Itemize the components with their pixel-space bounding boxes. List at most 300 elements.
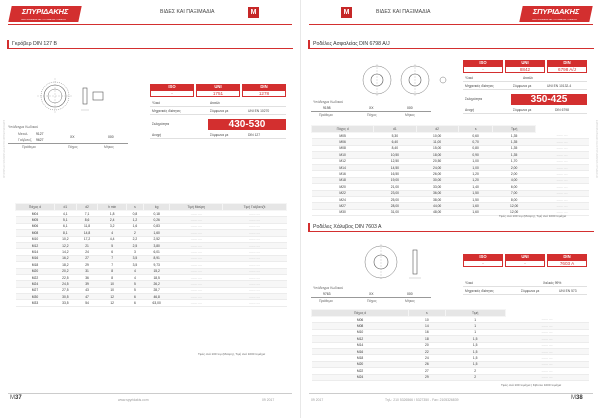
price-cell: ------- ---- [505, 355, 589, 361]
side-text: ΕΜΠΟΡΙΑ ΒΙΔΩΝ ΚΑΙ ΣΥΣΤΗΜΑΤΩΝ ΣΥΝΔΕΣΗΣ [2, 120, 5, 179]
table-cell: 43 [76, 287, 98, 293]
order-code-prefix-galv: 9627 [36, 138, 44, 142]
table-cell: 26 [409, 361, 445, 367]
table-header-row [312, 126, 590, 133]
table-cell: 46,8 [143, 294, 169, 300]
section-title: Ροδέλες Χάλυβος DIN 7603 A [313, 224, 382, 230]
table-cell: 20,50 [416, 158, 458, 164]
table-cell: 24,5 [54, 281, 76, 287]
table-cell: 10,2 [54, 236, 76, 242]
table-cell: 27 [409, 368, 445, 374]
info-row: Υλικό Ατσάλι [463, 75, 587, 82]
table-cell: M24 [16, 281, 55, 287]
table-cell: 0,83 [143, 223, 169, 229]
table-cell: 1,35 [493, 139, 535, 145]
table-cell: 9,73 [143, 262, 169, 268]
price-cell: ------- ---- [505, 342, 589, 348]
flat-washer-drawing [359, 242, 439, 284]
table-cell: 3,5 [126, 255, 143, 261]
price-cell: ------- ---- [170, 223, 223, 229]
table-cell: 25,00 [374, 196, 416, 202]
table-cell: 12,50 [374, 158, 416, 164]
price-cell: ------- ---- [170, 287, 223, 293]
table-header-cell: d2 [76, 204, 98, 211]
price-cell: ------- ---- [170, 255, 223, 261]
spec-value-din: 6798 A/J [547, 66, 587, 73]
table-cell: 4,4 [98, 236, 127, 242]
price-cell: ------- ---- [535, 209, 589, 215]
table-cell: 48,00 [416, 209, 458, 215]
table-cell: M22 [312, 368, 409, 374]
table-cell: M08 [312, 145, 374, 151]
table-header-cell: h min [98, 204, 127, 211]
table-cell: 14 [409, 323, 445, 329]
table-cell: 11,00 [416, 139, 458, 145]
table-cell: 8,1 [54, 230, 76, 236]
spec-value-iso: - [463, 66, 503, 73]
table-cell: 1,5 [445, 348, 505, 354]
price-cell: ------- ---- [535, 145, 589, 151]
price-cell: ------- ---- [170, 211, 223, 217]
table-cell: M12 [312, 158, 374, 164]
table-cell: 1,20 [458, 177, 493, 183]
order-code-length: 000 [407, 292, 413, 296]
table-cell: 1,5 [445, 336, 505, 342]
table-cell: 18,00 [416, 152, 458, 158]
table-row [312, 374, 590, 380]
table-cell: 2,52 [143, 236, 169, 242]
table-cell: 63,00 [143, 300, 169, 306]
spec-header-din: DIN [547, 254, 587, 260]
order-code-length: 000 [108, 135, 114, 139]
table-cell: 1 [445, 329, 505, 335]
spec-value-din: 7603 A [547, 260, 587, 267]
table-cell: M04 [16, 211, 55, 217]
table-cell: M18 [16, 262, 55, 268]
m-badge: M [341, 7, 352, 18]
table-cell: 27,5 [54, 287, 76, 293]
table-cell: 0,60 [458, 133, 493, 139]
price-cell: ------- ---- [170, 262, 223, 268]
spec-header-din: DIN [547, 60, 587, 66]
section-title: Ροδέλες Ασφαλείας DIN 6798 A/J [313, 41, 390, 47]
table-header-cell: Πάχος d [16, 204, 55, 211]
table-cell: 23,00 [374, 190, 416, 196]
table-cell: 1,50 [458, 196, 493, 202]
table-cell: 1,00 [458, 164, 493, 170]
info-row: Υλικό Χαλκός 99% [463, 280, 587, 287]
spec-header-iso: ISO [463, 254, 503, 260]
table-cell: 36 [76, 274, 98, 280]
table-cell: 6 [98, 249, 127, 255]
page-number: M38 [571, 395, 583, 401]
price-cell: ------- ---- [170, 249, 223, 255]
spec-header-din: DIN [242, 84, 286, 90]
table-cell: M16 [312, 171, 374, 177]
left-page: ΣΠΥΡΙΔΑΚΗΣ ΕΜΠΟΡΙΑ ΒΙΔΩΝ ΚΑΙ ΣΥΣΤΗΜΑΤΩΝ ΣΥΝΔΕΣΗΣ ΒΙΔΕΣ ΚΑΙ ΠΑΞΙΜΑΔΙΑ M Γκρόβερ DIN 127 B ISO UNI DIN - 1751 1278 Υλικό Ατσάλι Μηχανικές ιδιότητες Σύμφωνα με UNI EN 10270 Σκληρότητα 430-530 Ανοχή Σύμφωνα με DIN 127 Υπόδειγμα Κωδικού Μεταλ. 9127 Γαλβανιζ. 9627 XX 000 Πρόθεμα Πάχος Μήκος Πάχος d d1 d2 h min s kg Τιμή Μαύρη Τιμή Γαλβανιζέ M04 4,1 7,1 1,8 0,8 0,18 ------- ---- ------- ---- M05 5,1 8,6 2,4 1,2 0,26 ------- ---- ------- ---- M06 6,1 11,8 3,2 1,6 0,83 ------- ---- ------- ---- M08 8,1 14,8 4 2 1,60 ------- ---- ------- ---- M10 10,2 17,2 4,4 2,2 2,52 ------- ---- ------- ---- M12 12,2 21 5 2,5 3,80 ------- ---- ------- ---- M14 14,2 24 6 3 6,01 ------- ---- ------- ---- M16 16,2 27 7 3,5 8,91 ------- ---- ------- ---- M18 18,2 29 7 3,5 9,73 ------- ---- ------- ---- M20 20,2 31 8 4 15,2 ------- ---- ------- ---- M22 22,5 36 8 4 18,5 ------- ---- ------- ---- M24 24,5 39 10 5 26,2 ------- ---- ------- ---- M27 27,5 43 10 5 28,7 ------- ---- ------- ---- M30 30,5 47 12 6 46,8 ------- ---- ------- ---- M33 33,5 54 12 6 63,00 ------- ---- ------- ---- Τιμές ανά 100 τεμ (Μαύρη), Τιμή ανά 1000 τεμάχια M37 www.spyridakis.com 09 2017 ΕΜΠΟΡΙΑ ΒΙΔΩΝ ΚΑΙ ΣΥΣΤΗΜΑΤΩΝ ΣΥΝΔΕΣΗΣ [0, 0, 300, 418]
table-cell: 18,5 [143, 274, 169, 280]
table-cell: M20 [312, 361, 409, 367]
table-cell: 21,00 [374, 184, 416, 190]
table-cell: 6 [126, 300, 143, 306]
table-cell: M20 [16, 268, 55, 274]
table-cell: 28,7 [143, 287, 169, 293]
table-cell: 14,2 [54, 249, 76, 255]
order-code-thickness: XX [369, 106, 374, 110]
table-cell: 6,40 [374, 139, 416, 145]
table-header-cell: Τιμή [493, 126, 535, 133]
table-cell: 24 [76, 249, 98, 255]
table-cell: 12,00 [493, 209, 535, 215]
footer-contact: Τηλ.: 210 5326566 / 5327350 - Fax: 2105326839 [385, 398, 459, 402]
price-cell: ------- ---- [223, 300, 287, 306]
table-cell: 1,60 [458, 203, 493, 209]
table-cell: 2,00 [493, 171, 535, 177]
table-cell: 0,80 [458, 145, 493, 151]
price-cell: ------- ---- [223, 236, 287, 242]
table-cell: 8,6 [76, 217, 98, 223]
table-cell: 1 [445, 323, 505, 329]
spring-washer-drawing [35, 70, 110, 125]
hardness-row: Σκληρότητα [152, 122, 170, 126]
price-cell: ------- ---- [223, 255, 287, 261]
table-cell: M08 [312, 323, 409, 329]
table-cell: 10,50 [374, 152, 416, 158]
order-code-prefix: 9127 [36, 132, 44, 136]
table-cell: M10 [312, 152, 374, 158]
table-cell: 1,5 [445, 361, 505, 367]
lock-washer-drawing [361, 62, 451, 98]
table-cell: 1,35 [493, 133, 535, 139]
order-code-label: Υπόδειγμα Κωδικού [313, 100, 344, 104]
info-row: Μηχανικές ιδιότητες Σύμφωνα με UNI EN 10132-4 [463, 83, 587, 90]
price-cell: ------- ---- [535, 152, 589, 158]
table-note: Τιμές ανά 100 τεμ (Μαύρη), Τιμή ανά 1000 τεμάχια [198, 352, 266, 356]
table-header-cell: Τιμή Γαλβανιζέ [223, 204, 287, 211]
section-header [308, 40, 594, 49]
table-cell: 1,5 [445, 342, 505, 348]
table-cell: 14,8 [76, 230, 98, 236]
spec-header-iso: ISO [463, 60, 503, 66]
price-cell: ------- ---- [223, 268, 287, 274]
table-cell: 29 [76, 262, 98, 268]
price-cell: ------- ---- [505, 368, 589, 374]
table-cell: 10 [98, 287, 127, 293]
price-cell: ------- ---- [170, 242, 223, 248]
table-cell: 27 [76, 255, 98, 261]
price-cell: ------- ---- [223, 294, 287, 300]
table-cell: 7,1 [76, 211, 98, 217]
table-cell: M30 [312, 209, 374, 215]
table-cell: M05 [312, 133, 374, 139]
header-divider [8, 24, 292, 25]
header-title: ΒΙΔΕΣ ΚΑΙ ΠΑΞΙΜΑΔΙΑ [160, 9, 215, 15]
brand-logo: ΣΠΥΡΙΔΑΚΗΣ ΕΜΠΟΡΙΑ ΒΙΔΩΝ ΚΑΙ ΣΥΣΤΗΜΑΤΩΝ ΣΥΝΔΕΣΗΣ [8, 6, 81, 22]
table-cell: 1,50 [458, 190, 493, 196]
order-code-prefix: 9198 [323, 106, 331, 110]
price-cell: ------- ---- [505, 336, 589, 342]
table-cell: 1,40 [458, 184, 493, 190]
table-cell: 38,00 [416, 196, 458, 202]
table-cell: 29 [409, 374, 445, 380]
table-cell: M22 [16, 274, 55, 280]
table-cell: 19,00 [374, 177, 416, 183]
table-cell: 15,2 [143, 268, 169, 274]
spec-value-iso: - [463, 260, 503, 267]
table-cell: M16 [16, 255, 55, 261]
table-cell: 4 [98, 230, 127, 236]
table-cell: 0,18 [143, 211, 169, 217]
table-cell: 16,50 [374, 171, 416, 177]
table-cell: 33,5 [54, 300, 76, 306]
table-cell: 8,40 [374, 145, 416, 151]
spec-header-uni: UNI [505, 254, 545, 260]
table-cell: 7,00 [493, 190, 535, 196]
table-cell: 30,5 [54, 294, 76, 300]
table-cell: 3,80 [143, 242, 169, 248]
table-cell: 17,2 [76, 236, 98, 242]
table-header-cell: s [126, 204, 143, 211]
table-cell: 8,00 [493, 196, 535, 202]
table-cell: 26,2 [143, 281, 169, 287]
spec-value-iso: - [150, 90, 194, 97]
table-cell: 1,2 [126, 217, 143, 223]
price-cell: ------- ---- [170, 217, 223, 223]
info-row: Μηχανικές ιδιότητες Σύμφωνα με UNI EN 573 [463, 288, 587, 295]
table-cell: M22 [312, 190, 374, 196]
price-cell: ------- ---- [535, 190, 589, 196]
order-code-label: Υπόδειγμα Κωδικού [8, 125, 39, 129]
table-cell: 0,70 [458, 139, 493, 145]
table-cell: 16 [409, 329, 445, 335]
spec-header-uni: UNI [505, 60, 545, 66]
table-cell: M27 [16, 287, 55, 293]
table-cell: 5 [126, 287, 143, 293]
spec-value-uni: 8842 [505, 66, 545, 73]
price-cell: ------- ---- [223, 249, 287, 255]
table-cell: 54 [76, 300, 98, 306]
price-cell: ------- ---- [535, 164, 589, 170]
table-cell: 12 [98, 300, 127, 306]
price-cell: ------- ---- [505, 317, 589, 323]
table-note: Τιμές ανά 100 τεμ (Μαύρη), Τιμή ανά 1000 τεμάχια [499, 214, 567, 218]
section-header [7, 40, 293, 49]
hardness-value: 350-425 [511, 94, 587, 105]
order-code-length: 000 [407, 106, 413, 110]
table-cell: M06 [312, 317, 409, 323]
table-cell: 33,00 [416, 184, 458, 190]
table-cell: M30 [16, 294, 55, 300]
order-code-label: Υπόδειγμα Κωδικού [313, 286, 344, 290]
info-row: Υλικό Ατσάλι [150, 100, 286, 107]
side-text: ΕΜΠΟΡΙΑ ΒΙΔΩΝ ΚΑΙ ΣΥΣΤΗΜΑΤΩΝ ΣΥΝΔΕΣΗΣ [595, 120, 598, 179]
table-cell: M10 [312, 329, 409, 335]
table-cell: 44,00 [416, 203, 458, 209]
spec-header-uni: UNI [196, 84, 240, 90]
info-row: Ανοχή Σύμφωνα με DIN 6798 [463, 107, 587, 114]
hardness-value: 430-530 [208, 119, 286, 130]
m-badge: M [248, 7, 259, 18]
table-cell: 0,26 [143, 217, 169, 223]
table-cell: 1,00 [458, 158, 493, 164]
table-header-cell: Τιμή Μαύρη [170, 204, 223, 211]
price-cell: ------- ---- [170, 268, 223, 274]
table-cell: 6,00 [493, 184, 535, 190]
table-cell: 11,8 [76, 223, 98, 229]
info-row: Μηχανικές ιδιότητες Σύμφωνα με UNI EN 10270 [150, 108, 286, 115]
table-cell: 0,90 [458, 152, 493, 158]
order-code-thickness: XX [369, 292, 374, 296]
page-number: M37 [10, 395, 22, 401]
table-cell: 2,4 [98, 217, 127, 223]
table-cell: 8,91 [143, 255, 169, 261]
edition: 09 2017 [262, 398, 275, 402]
price-cell: ------- ---- [535, 203, 589, 209]
lock-washer-table [311, 125, 589, 216]
table-header-cell: Πάχος d [312, 126, 374, 133]
table-cell: 24,00 [416, 164, 458, 170]
table-cell: 2 [445, 368, 505, 374]
table-cell: 18,2 [54, 262, 76, 268]
table-cell: M12 [16, 242, 55, 248]
table-cell: 47 [76, 294, 98, 300]
website: www.spyridakis.com [118, 398, 149, 402]
table-cell: 28,00 [374, 203, 416, 209]
table-cell: 31,00 [374, 209, 416, 215]
table-cell: 8 [98, 274, 127, 280]
price-cell: ------- ---- [535, 177, 589, 183]
table-header-cell: s [409, 310, 445, 317]
table-header-cell: s [458, 126, 493, 133]
table-cell: 18 [409, 336, 445, 342]
table-cell: 10 [98, 281, 127, 287]
price-cell: ------- ---- [223, 287, 287, 293]
price-cell: ------- ---- [223, 223, 287, 229]
price-cell: ------- ---- [535, 139, 589, 145]
price-cell: ------- ---- [223, 242, 287, 248]
table-cell: 14,50 [374, 164, 416, 170]
price-cell: ------- ---- [170, 274, 223, 280]
table-cell: 22,5 [54, 274, 76, 280]
order-code-thickness: XX [70, 135, 75, 139]
table-cell: 7 [98, 262, 127, 268]
price-cell: ------- ---- [170, 294, 223, 300]
table-header-cell: kg [143, 204, 169, 211]
table-cell: 3 [126, 249, 143, 255]
table-cell: M27 [312, 203, 374, 209]
table-cell: 8 [98, 268, 127, 274]
header-title: ΒΙΔΕΣ ΚΑΙ ΠΑΞΙΜΑΔΙΑ [376, 9, 431, 15]
price-cell: ------- ---- [535, 158, 589, 164]
price-cell: ------- ---- [505, 361, 589, 367]
table-cell: 4 [126, 268, 143, 274]
edition: 09 2017 [311, 398, 324, 402]
table-cell: 20 [409, 342, 445, 348]
table-cell: M14 [312, 342, 409, 348]
table-cell: 15,00 [416, 145, 458, 151]
table-cell: 22 [409, 348, 445, 354]
table-cell: 20,2 [54, 268, 76, 274]
table-cell: 2,00 [493, 164, 535, 170]
table-cell: 12,00 [493, 203, 535, 209]
table-cell: 5 [126, 281, 143, 287]
table-cell: M24 [312, 374, 409, 380]
table-cell: 7 [98, 255, 127, 261]
price-cell: ------- ---- [223, 230, 287, 236]
table-header-cell: d2 [416, 126, 458, 133]
price-cell: ------- ---- [505, 329, 589, 335]
table-cell: M24 [312, 196, 374, 202]
table-cell: M16 [312, 348, 409, 354]
price-cell: ------- ---- [223, 211, 287, 217]
table-cell: M06 [312, 139, 374, 145]
table-row [16, 300, 287, 306]
table-note: Τιμές ανά 100 τεμάχια | Κιβώτιο 1000 τεμάχια [501, 383, 562, 387]
spec-value-uni: 1751 [196, 90, 240, 97]
table-cell: M33 [16, 300, 55, 306]
table-header-cell: Τιμή [445, 310, 505, 317]
table-cell: M10 [16, 236, 55, 242]
flat-washer-table [311, 309, 589, 381]
table-cell: 1 [445, 317, 505, 323]
table-cell: 5,1 [54, 217, 76, 223]
table-cell: M08 [16, 230, 55, 236]
table-cell: M14 [312, 164, 374, 170]
price-cell: ------- ---- [170, 281, 223, 287]
table-cell: 5,30 [374, 133, 416, 139]
spec-header-iso: ISO [150, 84, 194, 90]
price-cell: ------- ---- [170, 300, 223, 306]
table-cell: 10 [409, 317, 445, 323]
table-cell: 1,35 [493, 152, 535, 158]
table-cell: 1,60 [458, 209, 493, 215]
table-cell: 1,60 [143, 230, 169, 236]
table-cell: M20 [312, 184, 374, 190]
price-cell: ------- ---- [170, 230, 223, 236]
table-cell: 0,8 [126, 211, 143, 217]
hardness-row: Σκληρότητα [465, 97, 483, 101]
table-cell: 1,20 [458, 171, 493, 177]
section-title: Γκρόβερ DIN 127 B [12, 41, 57, 47]
spring-washer-table [15, 203, 287, 307]
price-cell: ------- ---- [223, 262, 287, 268]
table-cell: M18 [312, 177, 374, 183]
table-cell: 21 [76, 242, 98, 248]
price-cell: ------- ---- [535, 196, 589, 202]
price-cell: ------- ---- [223, 281, 287, 287]
table-cell: M05 [16, 217, 55, 223]
table-cell: 16,2 [54, 255, 76, 261]
table-cell: M12 [312, 336, 409, 342]
table-cell: 4,00 [493, 177, 535, 183]
table-cell: 6 [126, 294, 143, 300]
table-cell: 10,00 [416, 133, 458, 139]
price-cell: ------- ---- [535, 171, 589, 177]
table-cell: M18 [312, 355, 409, 361]
table-header-row [16, 204, 287, 211]
table-cell: 1,8 [98, 211, 127, 217]
order-code-prefix: 9763 [323, 292, 331, 296]
table-cell: 24 [409, 355, 445, 361]
section-header [308, 223, 594, 232]
table-cell: 2,2 [126, 236, 143, 242]
table-cell: 4,1 [54, 211, 76, 217]
spec-value-uni: - [505, 260, 545, 267]
table-cell: 36,00 [416, 190, 458, 196]
price-cell: ------- ---- [505, 348, 589, 354]
table-cell: 3,2 [98, 223, 127, 229]
info-row: Ανοχή Σύμφωνα με DIN 127 [150, 132, 286, 139]
